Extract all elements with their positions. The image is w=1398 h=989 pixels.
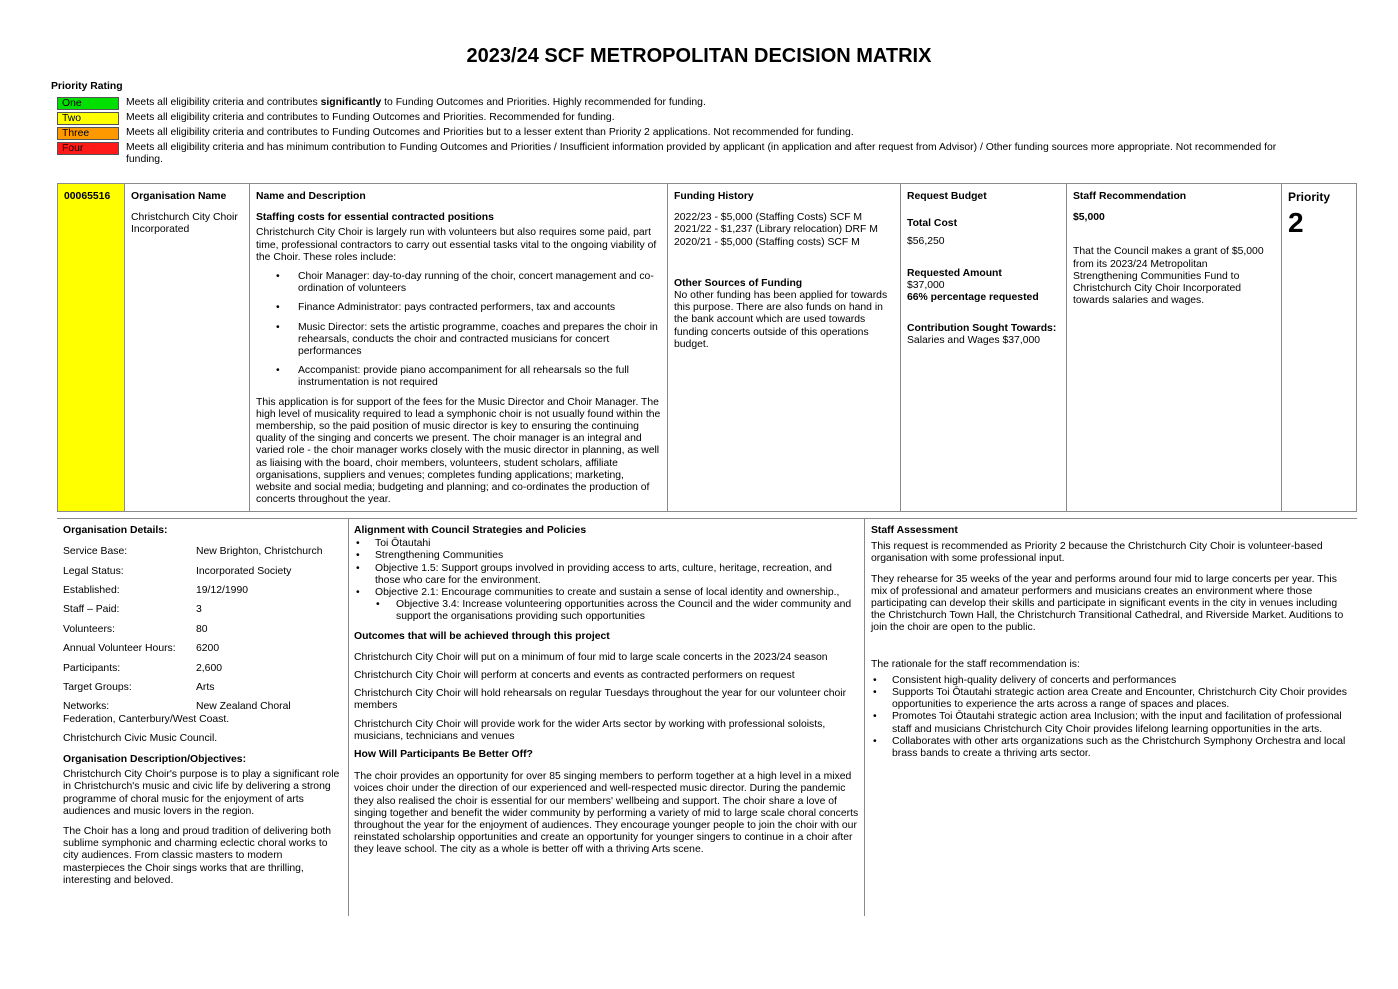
list-item: • Consistent high-quality delivery of concerts and performances <box>871 675 1353 687</box>
detail-row: Established: 19/12/1990 <box>63 584 249 596</box>
objectives-header: Organisation Description/Objectives: <box>63 753 247 765</box>
alignment-section <box>354 525 860 857</box>
priority-swatch-one: One <box>57 97 119 110</box>
outcome-item: Christchurch City Choir will perform at concerts and events as contracted performers on request <box>354 670 795 682</box>
requested-amount-label: Requested Amount <box>907 267 1002 279</box>
page-title: 2023/24 SCF METROPOLITAN DECISION MATRIX <box>466 45 932 67</box>
org-details-header: Organisation Details: <box>63 525 168 536</box>
staff-assessment-header: Staff Assessment <box>871 525 958 536</box>
column-divider <box>348 519 349 916</box>
total-cost-label: Total Cost <box>907 218 958 230</box>
priority-swatch-two: Two <box>57 112 119 125</box>
detail-row: Staff – Paid: 3 <box>63 604 202 616</box>
better-off-header: How Will Participants Be Better Off? <box>354 749 533 761</box>
list-item: • Choir Manager: day-to-day running of the choir, concert management and co-ordination of volunteers <box>256 271 661 295</box>
funding-history-cell <box>668 184 901 511</box>
assessment-paragraph: They rehearse for 35 weeks of the year and performs around four mid to large concerts per year. This mix of professional and amateur performers and musicians creates an environment where those participating can develop their skills and participate in significant events in the city in venues including the Christchurch Town Hall, the Christchurch Transitional Cathedral, and Riverside Market. Auditions to join the choir are open to the public. <box>871 573 1344 634</box>
description-outro: This application is for support of the fees for the Music Director and Choir Manager. The high level of musicality required to lead a symphonic choir is not usually found within the membership, so the paid position of music director is key to ensuring the continuing quality of the singing and concerts we present. The choir manager is an integral and varied role - the choir manager works closely with the music director in planning, as well as liaising with the board, choir members, volunteers, student scholars, affiliate organisations, suppliers and venues; completes funding applications; marketing, website and social media; budgeting and planning; and co-ordinates the production of concerts throughout the year. <box>256 396 661 506</box>
detail-row: Volunteers: 80 <box>63 623 208 635</box>
networks-continued: Federation, Canterbury/West Coast. <box>63 713 230 725</box>
outcome-item: Christchurch City Choir will put on a minimum of four mid to large scale concerts in the 2023/24 season <box>354 651 828 663</box>
detail-row-networks: Networks: New Zealand Choral <box>63 701 291 713</box>
priority-swatch-four: Four <box>57 142 119 155</box>
priority-rating-legend <box>57 97 1357 168</box>
outcomes-header: Outcomes that will be achieved through this project <box>354 630 610 642</box>
list-item: • Objective 2.1: Encourage communities to create and sustain a sense of local identity and ownership., <box>354 587 860 599</box>
alignment-list <box>354 538 860 599</box>
list-item: • Finance Administrator: pays contracted performers, tax and accounts <box>256 302 661 314</box>
rationale-list <box>871 675 1353 760</box>
percentage-requested: 66% percentage requested <box>907 292 1039 304</box>
list-item: • Collaborates with other arts organizations such as the Christchurch Symphony Orchestra and local brass bands to create a thriving arts sector. <box>871 736 1353 760</box>
objectives-paragraph: The Choir has a long and proud tradition of delivering both sublime symphonic and charming eclectic choral works to city audiences. From classic masters to modern masterpieces the Choir sings works that are thrilling, interesting and beloved. <box>63 825 332 886</box>
description-title: Staffing costs for essential contracted positions <box>256 212 494 224</box>
alignment-sublist <box>354 599 860 623</box>
staff-assessment-section <box>871 525 1353 760</box>
detail-row: Annual Volunteer Hours: 6200 <box>63 643 220 655</box>
list-item: • Music Director: sets the artistic programme, coaches and prepares the choir in rehearsals, conducts the choir and contracted musicians for concert performances <box>256 322 661 359</box>
roles-list <box>256 271 661 390</box>
other-sources-header: Other Sources of Funding <box>674 277 803 289</box>
funding-history-header: Funding History <box>674 191 754 202</box>
application-id-cell <box>58 184 125 511</box>
contribution-sought-label: Contribution Sought Towards: <box>907 323 1057 335</box>
org-name-header: Organisation Name <box>131 191 227 202</box>
assessment-paragraph: This request is recommended as Priority 2 because the Christchurch City Choir is volunteer-based organisation with some professional input. <box>871 541 1323 565</box>
request-budget-header: Request Budget <box>907 191 987 202</box>
objectives-paragraph: Christchurch City Choir's purpose is to play a significant role in Christchurch's music and civic life by delivering a strong programme of choral music for the enjoyment of arts audiences and music lovers in the region. <box>63 769 340 817</box>
list-item: • Objective 1.5: Support groups involved in providing access to arts, culture, heritage, recreation, and those who care for the environment. <box>354 563 860 587</box>
list-item: • Strengthening Communities <box>354 550 860 562</box>
outcome-item: Christchurch City Choir will provide work for the wider Arts sector by working with professional soloists, musicians, technicians and venues <box>354 718 826 742</box>
request-budget-cell <box>901 184 1067 511</box>
list-item: • Supports Toi Ōtautahi strategic action area Create and Encounter, Christchurch City Choir provides opportunities to experience the arts across a range of spaces and places. <box>871 687 1353 711</box>
priority-swatch-three: Three <box>57 127 119 140</box>
other-sources: No other funding has been applied for towards this purpose. There are also funds on hand in the bank account which are used towards funding concerts outside of this operations budget. <box>674 290 888 350</box>
priority-desc-two: Meets all eligibility criteria and contributes to Funding Outcomes and Priorities. Recommended for funding. <box>126 112 615 123</box>
staff-recommendation-header: Staff Recommendation <box>1073 191 1187 202</box>
priority-header: Priority <box>1288 190 1331 204</box>
networks-extra: Christchurch Civic Music Council. <box>63 732 218 744</box>
funding-history-item: 2022/23 - $5,000 (Staffing Costs) SCF M <box>674 212 863 224</box>
requested-amount-value: $37,000 <box>907 279 945 291</box>
application-id: 00065516 <box>64 191 111 202</box>
total-cost-value: $56,250 <box>907 236 945 248</box>
column-divider <box>864 519 865 916</box>
priority-rating-label: Priority Rating <box>51 81 123 92</box>
detail-row: Participants: 2,600 <box>63 662 223 674</box>
section-divider <box>57 518 1357 519</box>
funding-history-item: 2020/21 - $5,000 (Staffing costs) SCF M <box>674 236 860 248</box>
staff-recommendation-amount: $5,000 <box>1073 212 1105 224</box>
list-item: • Accompanist: provide piano accompaniment for all rehearsals so the full instrumentation is not required <box>256 365 661 389</box>
staff-recommendation-text: That the Council makes a grant of $5,000 from its 2023/24 Metropolitan Strengthening Communities Fund to Christchurch City Choir Incorporated towards salaries and wages. <box>1073 246 1264 307</box>
org-name: Christchurch City Choir Incorporated <box>131 212 238 236</box>
priority-row-two <box>57 112 1357 125</box>
rationale-label: The rationale for the staff recommendation is: <box>871 658 1080 670</box>
application-table <box>57 183 1357 512</box>
alignment-header: Alignment with Council Strategies and Policies <box>354 525 587 536</box>
priority-desc-three: Meets all eligibility criteria and contributes to Funding Outcomes and Priorities but to a lesser extent than Priority 2 applications. Not recommended for funding. <box>126 127 854 138</box>
priority-cell <box>1282 184 1356 511</box>
priority-desc-four: Meets all eligibility criteria and has minimum contribution to Funding Outcomes and Priorities / Insufficient information provided by applicant (in application and after request from Advisor) / Other funding sources more appropriate. Not recommended for funding. <box>126 142 1277 166</box>
priority-value: 2 <box>1288 207 1304 239</box>
better-off-text: The choir provides an opportunity for over 85 singing members to perform together at a high level in a mixed voices choir under the direction of our experienced and well-respected music director. During the pandemic they also realised the choir is essential for our members' wellbeing and support. The choir share a love of singing together and benefit the wider community by performing a variety of mid to large scale choral concerts throughout the year for the enjoyment of audiences. They encourage younger people to join the choir with our reinstated scholarship opportunities and create an opportunity for younger singers to continue in a choir after they leave school. The city as a whole is better off with a thriving Arts scene. <box>354 771 859 856</box>
description-header: Name and Description <box>256 191 366 202</box>
priority-row-three <box>57 127 1357 140</box>
list-item: • Toi Ōtautahi <box>354 538 860 550</box>
outcome-item: Christchurch City Choir will hold rehearsals on regular Tuesdays throughout the year for our volunteer choir members <box>354 688 847 712</box>
org-name-cell <box>125 184 250 511</box>
priority-row-four <box>57 142 1357 166</box>
funding-history-item: 2021/22 - $1,237 (Library relocation) DRF M <box>674 224 878 236</box>
detail-row: Legal Status: Incorporated Society <box>63 565 292 577</box>
detail-row: Service Base: New Brighton, Christchurch <box>63 546 323 558</box>
staff-recommendation-cell <box>1067 184 1282 511</box>
description-intro: Christchurch City Choir is largely run with volunteers but also requires some paid, part time, professional contractors to carry out essential tasks vital to the ongoing viability of the Choir. These roles include: <box>256 227 657 263</box>
list-item: • Objective 3.4: Increase volunteering opportunities across the Council and the wider community and support the organisations providing such opportunities <box>354 599 860 623</box>
detail-row: Target Groups: Arts <box>63 681 215 693</box>
list-item: • Promotes Toi Ōtautahi strategic action area Inclusion; with the input and facilitation of professional staff and musicians Christchurch City Choir provides lifelong learning opportunities in the arts. <box>871 711 1353 735</box>
priority-desc-one: Meets all eligibility criteria and contributes significantly to Funding Outcomes and Priorities. Highly recommended for funding. <box>126 97 706 108</box>
priority-row-one <box>57 97 1357 110</box>
organisation-details <box>63 525 345 887</box>
description-cell <box>250 184 668 511</box>
contribution-sought-value: Salaries and Wages $37,000 <box>907 335 1041 347</box>
